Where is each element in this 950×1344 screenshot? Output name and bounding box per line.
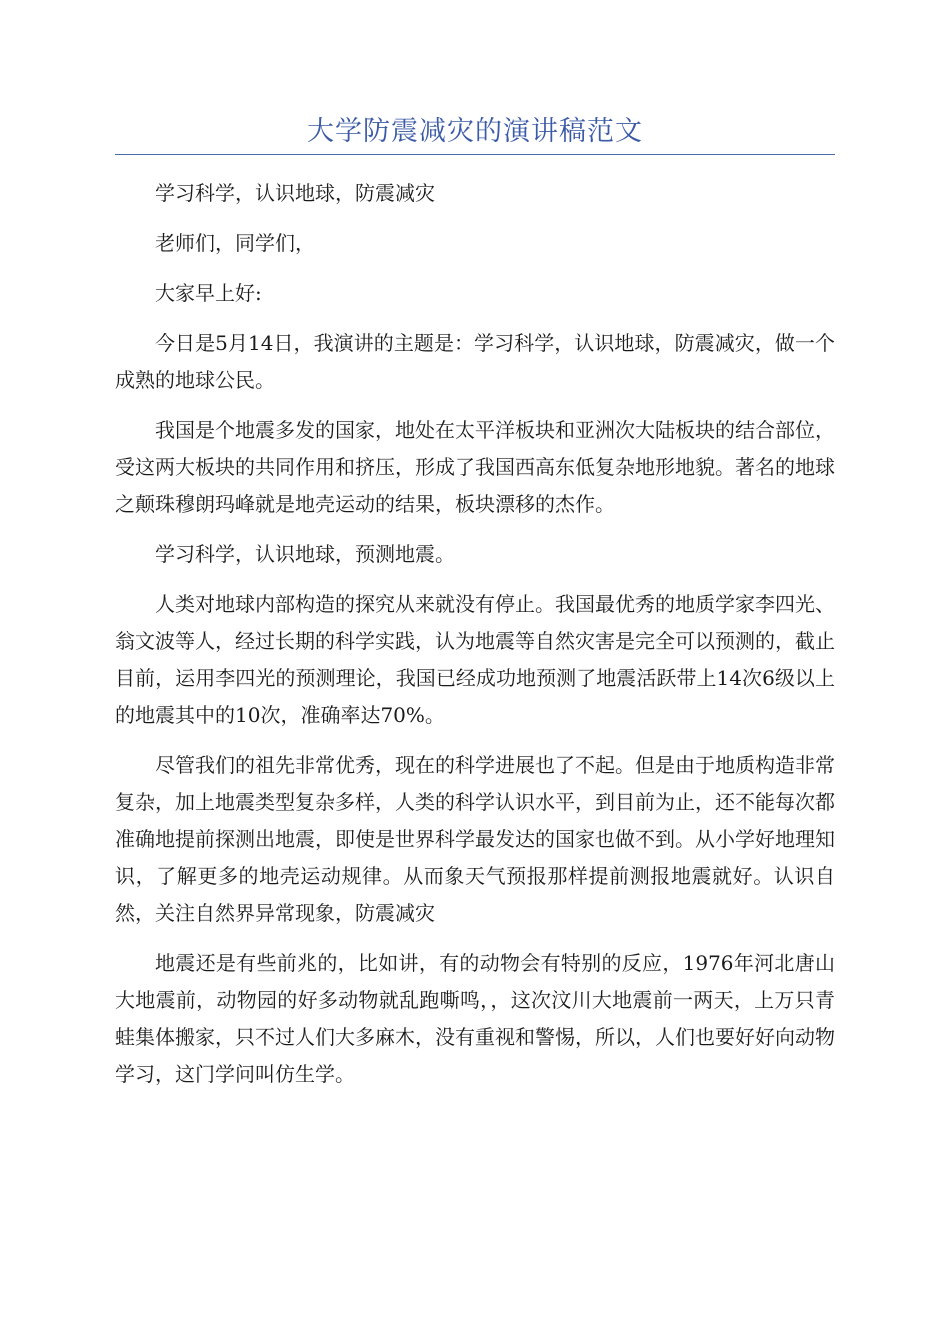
paragraph: 老师们，同学们，	[155, 231, 315, 255]
paragraph: 尽管我们的祖先非常优秀，现在的科学进展也了不起。但是由于地质构造非常复杂，加上地震类型复杂多样，人类的科学认识水平，到目前为止，还不能每次都准确地提前探测出地震，即使是世界科学最发达的国家也做不到。从小学好地理知识，了解更多的地壳运动规律。从而象天气预报那样提前测报地震就好。认识自然，关注自然界异常现象，防震减灾	[115, 753, 835, 925]
paragraph: 学习科学，认识地球，预测地震。	[155, 542, 455, 566]
paragraph: 我国是个地震多发的国家，地处在太平洋板块和亚洲次大陆板块的结合部位，受这两大板块的共同作用和挤压，形成了我国西高东低复杂地形地貌。著名的地球之颠珠穆朗玛峰就是地壳运动的结果，板块漂移的杰作。	[115, 418, 835, 516]
paragraph: 大家早上好:	[155, 281, 262, 305]
document-title: 大学防震减灾的演讲稿范文	[307, 116, 643, 147]
paragraph: 地震还是有些前兆的，比如讲，有的动物会有特别的反应，1976年河北唐山大地震前，动物园的好多动物就乱跑嘶鸣，，这次汶川大地震前一两天，上万只青蛙集体搬家，只不过人们大多麻木，没有重视和警惕，所以，人们也要好好向动物学习，这门学问叫仿生学。	[115, 951, 835, 1086]
paragraph: 今日是5月14日，我演讲的主题是：学习科学，认识地球，防震减灾，做一个成熟的地球公民。	[115, 331, 835, 392]
document-body	[115, 175, 835, 1106]
paragraph: 人类对地球内部构造的探究从来就没有停止。我国最优秀的地质学家李四光、翁文波等人，经过长期的科学实践，认为地震等自然灾害是完全可以预测的，截止目前，运用李四光的预测理论，我国已经成功地预测了地震活跃带上14次6级以上的地震其中的10次，准确率达70%。	[115, 592, 835, 727]
title-underline	[115, 154, 835, 155]
paragraph: 学习科学，认识地球，防震减灾	[155, 181, 435, 205]
